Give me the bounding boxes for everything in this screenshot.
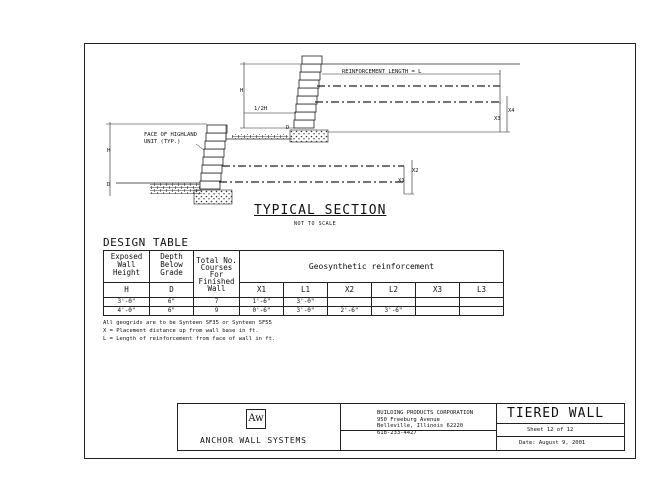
cell-l1: 3'-0"	[284, 298, 328, 307]
title-block-divider	[340, 403, 341, 451]
design-table-title: DESIGN TABLE	[103, 236, 189, 249]
cell-d: 6"	[150, 298, 194, 307]
title-block-divider	[496, 423, 625, 424]
upper-wall-blocks	[294, 56, 322, 128]
company-name: ANCHOR WALL SYSTEMS	[200, 436, 307, 445]
dimension-half-h: 1/2H	[254, 106, 268, 112]
header-geosynthetic: Geosynthetic reinforcement	[240, 251, 504, 283]
dimension-x4: X4	[508, 108, 515, 114]
header-depth-below-grade: Depth Below Grade	[150, 251, 194, 283]
drawing-date: Date: August 9, 2001	[519, 440, 586, 446]
cell-x1: 0'-6"	[240, 307, 284, 316]
header-total-courses: Total No. Courses For Finished Wall	[194, 251, 240, 298]
company-address	[377, 410, 473, 436]
design-table	[103, 250, 504, 316]
cell-x3	[416, 307, 460, 316]
cell-x2	[328, 298, 372, 307]
table-row	[104, 298, 504, 307]
face-of-unit-label: FACE OF HIGHLAND UNIT (TYP.)	[144, 132, 197, 145]
cell-courses: 9	[194, 307, 240, 316]
header-exposed-wall-height: Exposed Wall Height	[104, 251, 150, 283]
dimension-x1: X1	[398, 178, 405, 184]
cell-l3	[460, 307, 504, 316]
cell-x3	[416, 298, 460, 307]
drawing-title: TIERED WALL	[507, 406, 605, 421]
sheet-number: Sheet 12 of 12	[527, 427, 574, 433]
dimension-d-lower: D	[107, 182, 111, 188]
header-d: D	[150, 283, 194, 298]
address-line: 950 Freeburg Avenue	[377, 416, 440, 423]
cell-l2	[372, 298, 416, 307]
table-row	[104, 307, 504, 316]
cell-l3	[460, 298, 504, 307]
title-block-divider	[496, 403, 497, 451]
note-line: All geogrids are to be Synteen SF35 or Synteen SF55	[103, 320, 272, 326]
header-l1: L1	[284, 283, 328, 298]
title-block-divider	[496, 436, 625, 437]
lower-gravel-base	[194, 190, 232, 204]
dimension-x3: X3	[494, 116, 501, 122]
dimension-h-upper: H	[240, 88, 244, 94]
cell-l2: 3'-6"	[372, 307, 416, 316]
lower-wall-blocks	[200, 125, 227, 189]
cell-h: 3'-0"	[104, 298, 150, 307]
terrace-hatch	[232, 134, 288, 139]
note-line: X = Placement distance up from wall base in ft.	[103, 328, 259, 334]
address-line: 618-233-4427	[377, 429, 417, 436]
cell-x2: 2'-6"	[328, 307, 372, 316]
cell-x1: 1'-6"	[240, 298, 284, 307]
address-line: Belleville, Illinois 62220	[377, 423, 464, 429]
dimension-h-lower: H	[107, 148, 111, 154]
cell-h: 4'-0"	[104, 307, 150, 316]
header-l3: L3	[460, 283, 504, 298]
dimension-x2: X2	[412, 168, 419, 174]
header-h: H	[104, 283, 150, 298]
cell-l1: 3'-0"	[284, 307, 328, 316]
cell-d: 6"	[150, 307, 194, 316]
header-x2: X2	[328, 283, 372, 298]
section-title: TYPICAL SECTION	[254, 203, 387, 218]
header-l2: L2	[372, 283, 416, 298]
section-subtitle: NOT TO SCALE	[294, 221, 337, 227]
company-logo: Aw	[246, 409, 266, 429]
reinforcement-length-label: REINFORCEMENT LENGTH = L	[342, 69, 422, 75]
header-x3: X3	[416, 283, 460, 298]
dimension-d-upper: D	[286, 125, 290, 131]
design-notes	[103, 319, 275, 343]
note-line: L = Length of reinforcement from face of wall in ft.	[103, 336, 276, 342]
upper-gravel-base	[290, 130, 328, 142]
header-x1: X1	[240, 283, 284, 298]
address-line: BUILDING PRODUCTS CORPORATION	[377, 410, 474, 416]
cell-courses: 7	[194, 298, 240, 307]
